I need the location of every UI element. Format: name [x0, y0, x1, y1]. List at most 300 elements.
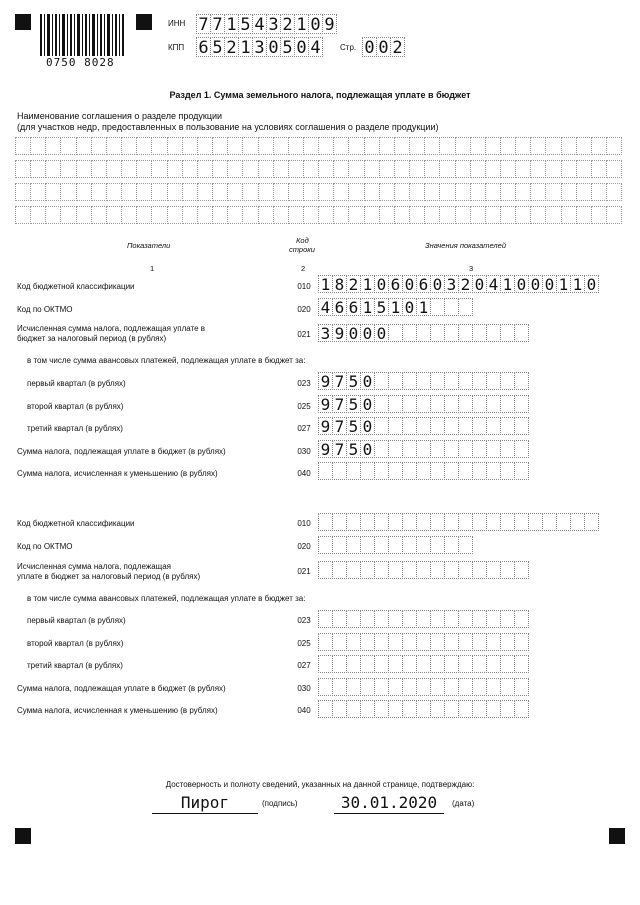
char-cell	[444, 395, 459, 413]
char-cell	[444, 440, 459, 458]
char-cell: 9	[318, 395, 333, 413]
char-cell: 1	[360, 275, 375, 293]
char-cell	[500, 372, 515, 390]
char-cell	[416, 513, 431, 531]
char-cell	[500, 513, 515, 531]
char-cell	[500, 633, 515, 651]
b1-q2-label: второй квартал (в рублях)	[27, 402, 124, 411]
char-cell: 5	[210, 37, 225, 57]
b2-reduce-cells[interactable]	[318, 700, 528, 718]
char-cell	[500, 561, 515, 579]
char-cell: 5	[238, 14, 253, 34]
col-number-2: 2	[301, 264, 306, 273]
char-cell: 1	[416, 298, 431, 316]
agreement-cell	[470, 137, 486, 155]
char-cell: 7	[210, 14, 225, 34]
agreement-cell	[515, 137, 531, 155]
b1-calc-cells[interactable]	[318, 324, 528, 342]
char-cell	[486, 462, 501, 480]
agreement-cell	[76, 183, 92, 201]
char-cell	[584, 513, 599, 531]
char-cell: 1	[570, 275, 585, 293]
char-cell: 0	[362, 37, 377, 57]
char-cell: 9	[322, 14, 337, 34]
char-cell	[360, 655, 375, 673]
char-cell	[444, 633, 459, 651]
char-cell	[444, 561, 459, 579]
char-cell: 9	[318, 372, 333, 390]
b1-reduce-cells[interactable]	[318, 462, 528, 480]
agreement-cell	[45, 160, 61, 178]
char-cell	[374, 655, 389, 673]
agreement-cell	[545, 183, 561, 201]
agreement-cell	[60, 183, 76, 201]
char-cell	[346, 536, 361, 554]
agreement-cell	[212, 137, 228, 155]
char-cell: 9	[318, 417, 333, 435]
b2-pay-label: Сумма налога, подлежащая уплате в бюджет (в рублях)	[17, 684, 226, 693]
b1-calc-label-1: Исчисленная сумма налога, подлежащая уплате в	[17, 324, 206, 333]
char-cell	[472, 655, 487, 673]
char-cell: 7	[332, 395, 347, 413]
corner-mark-top-left	[15, 14, 31, 30]
char-cell	[486, 513, 501, 531]
agreement-cell	[561, 160, 577, 178]
agreement-cell	[15, 183, 31, 201]
char-cell: 0	[308, 14, 323, 34]
char-cell	[318, 633, 333, 651]
agreement-cell	[333, 160, 349, 178]
char-cell	[444, 462, 459, 480]
b2-calc-label-2: уплате в бюджет за налоговый период (в рублях)	[17, 572, 201, 581]
char-cell	[500, 610, 515, 628]
char-cell	[416, 324, 431, 342]
agreement-cell	[364, 160, 380, 178]
b2-q1-label: первый квартал (в рублях)	[27, 616, 126, 625]
char-cell: 0	[402, 275, 417, 293]
agreement-cell	[182, 206, 198, 224]
agreement-cell	[76, 160, 92, 178]
char-cell	[332, 633, 347, 651]
signature-label: (подпись)	[262, 799, 298, 808]
b1-pay-label: Сумма налога, подлежащая уплате в бюджет (в рублях)	[17, 447, 226, 456]
agreement-cell	[485, 206, 501, 224]
char-cell	[374, 417, 389, 435]
inn-cells	[196, 14, 336, 34]
char-cell: 0	[430, 275, 445, 293]
agreement-cell	[545, 160, 561, 178]
b2-q1-cells[interactable]	[318, 610, 528, 628]
char-cell	[346, 633, 361, 651]
char-cell	[486, 372, 501, 390]
char-cell	[388, 655, 403, 673]
char-cell: 3	[444, 275, 459, 293]
agreement-cell	[91, 183, 107, 201]
b1-kbk-cells[interactable]	[318, 275, 598, 293]
b1-q3-cells[interactable]	[318, 417, 528, 435]
char-cell: 0	[376, 37, 391, 57]
char-cell	[402, 395, 417, 413]
char-cell	[360, 462, 375, 480]
agreement-label-1: Наименование соглашения о разделе продукции	[17, 111, 223, 121]
char-cell: 0	[374, 275, 389, 293]
char-cell	[500, 678, 515, 696]
char-cell: 3	[318, 324, 333, 342]
char-cell: 0	[266, 37, 281, 57]
b2-calc-cells[interactable]	[318, 561, 528, 579]
agreement-cell	[106, 206, 122, 224]
char-cell: 4	[252, 14, 267, 34]
char-cell: 7	[332, 440, 347, 458]
char-cell	[374, 536, 389, 554]
agreement-cell	[91, 137, 107, 155]
char-cell	[458, 324, 473, 342]
char-cell	[514, 610, 529, 628]
char-cell	[458, 655, 473, 673]
char-cell: 6	[388, 275, 403, 293]
agreement-cell	[576, 183, 592, 201]
agreement-cell	[561, 183, 577, 201]
agreement-cell	[227, 206, 243, 224]
agreement-cell	[273, 137, 289, 155]
char-cell	[318, 610, 333, 628]
char-cell	[458, 700, 473, 718]
agreement-cell	[364, 206, 380, 224]
char-cell	[332, 655, 347, 673]
char-cell	[458, 678, 473, 696]
char-cell: 8	[332, 275, 347, 293]
agreement-cell	[424, 137, 440, 155]
b2-kbk-cells[interactable]	[318, 513, 598, 531]
char-cell	[430, 440, 445, 458]
char-cell	[346, 610, 361, 628]
char-cell	[388, 678, 403, 696]
char-cell	[486, 440, 501, 458]
agreement-cell	[182, 137, 198, 155]
agreement-cell	[197, 183, 213, 201]
char-cell	[458, 561, 473, 579]
char-cell	[500, 700, 515, 718]
char-cell	[500, 395, 515, 413]
char-cell: 0	[294, 37, 309, 57]
agreement-cell	[591, 137, 607, 155]
agreement-cell	[561, 206, 577, 224]
agreement-cell	[364, 183, 380, 201]
date-label: (дата)	[452, 799, 475, 808]
char-cell	[486, 417, 501, 435]
agreement-cell	[455, 206, 471, 224]
char-cell	[458, 372, 473, 390]
agreement-cell	[439, 137, 455, 155]
b2-q3-label: третий квартал (в рублях)	[27, 661, 123, 670]
agreement-cell	[303, 183, 319, 201]
char-cell	[514, 513, 529, 531]
char-cell: 1	[500, 275, 515, 293]
agreement-cell	[515, 160, 531, 178]
date-value[interactable]: 30.01.2020	[334, 793, 444, 814]
agreement-cell	[288, 160, 304, 178]
char-cell	[514, 417, 529, 435]
agreement-cell	[515, 183, 531, 201]
char-cell	[458, 536, 473, 554]
agreement-cell	[500, 137, 516, 155]
agreement-cell	[30, 137, 46, 155]
agreement-cell	[470, 183, 486, 201]
char-cell	[402, 324, 417, 342]
char-cell	[514, 678, 529, 696]
agreement-cell	[151, 137, 167, 155]
char-cell	[430, 700, 445, 718]
char-cell	[472, 324, 487, 342]
char-cell	[430, 536, 445, 554]
b2-calc-label-1: Исчисленная сумма налога, подлежащая	[17, 562, 172, 571]
agreement-cell	[439, 183, 455, 201]
char-cell	[402, 678, 417, 696]
char-cell	[346, 700, 361, 718]
agreement-row-1[interactable]	[15, 137, 621, 155]
char-cell: 1	[238, 37, 253, 57]
char-cell: 3	[266, 14, 281, 34]
b2-oktmo-cells[interactable]	[318, 536, 472, 554]
char-cell	[416, 372, 431, 390]
char-cell: 6	[196, 37, 211, 57]
b1-pay-code: 030	[297, 447, 311, 456]
char-cell	[486, 561, 501, 579]
char-cell	[430, 395, 445, 413]
agreement-row-4[interactable]	[15, 206, 621, 224]
b2-pay-code: 030	[297, 684, 311, 693]
b2-q3-cells[interactable]	[318, 655, 528, 673]
b1-reduce-label: Сумма налога, исчисленная к уменьшению (в рублях)	[17, 469, 218, 478]
agreement-cell	[106, 160, 122, 178]
agreement-cell	[348, 137, 364, 155]
agreement-cell	[151, 160, 167, 178]
char-cell	[472, 440, 487, 458]
agreement-cell	[197, 206, 213, 224]
agreement-cell	[121, 137, 137, 155]
char-cell	[374, 372, 389, 390]
char-cell	[416, 633, 431, 651]
char-cell	[360, 561, 375, 579]
char-cell: 7	[196, 14, 211, 34]
agreement-cell	[212, 160, 228, 178]
char-cell	[458, 610, 473, 628]
agreement-cell	[530, 183, 546, 201]
agreement-cell	[591, 206, 607, 224]
b1-oktmo-code: 020	[297, 305, 311, 314]
char-cell: 4	[308, 37, 323, 57]
section-title: Раздел 1. Сумма земельного налога, подлежащая уплате в бюджет	[169, 90, 471, 100]
char-cell	[472, 372, 487, 390]
col-number-1: 1	[150, 264, 155, 273]
col-header-code-1: Код	[296, 236, 309, 245]
char-cell	[402, 700, 417, 718]
char-cell	[472, 395, 487, 413]
agreement-cell	[167, 183, 183, 201]
agreement-cell	[30, 183, 46, 201]
agreement-cell	[439, 206, 455, 224]
char-cell	[416, 655, 431, 673]
char-cell: 5	[346, 417, 361, 435]
char-cell: 9	[332, 324, 347, 342]
agreement-cell	[227, 137, 243, 155]
char-cell	[430, 513, 445, 531]
char-cell: 5	[346, 440, 361, 458]
page-label: Стр.	[340, 43, 357, 52]
char-cell	[360, 700, 375, 718]
char-cell	[486, 700, 501, 718]
char-cell	[360, 536, 375, 554]
b1-q1-label: первый квартал (в рублях)	[27, 379, 126, 388]
char-cell	[514, 655, 529, 673]
b1-oktmo-cells[interactable]	[318, 298, 472, 316]
char-cell	[430, 417, 445, 435]
char-cell: 5	[374, 298, 389, 316]
char-cell: 0	[542, 275, 557, 293]
agreement-cell	[182, 183, 198, 201]
signature-value[interactable]: Пирог	[152, 793, 258, 814]
agreement-cell	[500, 206, 516, 224]
confirm-text: Достоверность и полноту сведений, указанных на данной странице, подтверждаю:	[165, 780, 475, 789]
char-cell: 0	[360, 324, 375, 342]
agreement-cell	[455, 137, 471, 155]
b1-calc-label-2: бюджет за налоговый период (в рублях)	[17, 334, 167, 343]
char-cell	[486, 395, 501, 413]
agreement-cell	[394, 183, 410, 201]
agreement-cell	[136, 183, 152, 201]
agreement-cell	[136, 137, 152, 155]
b2-pay-cells[interactable]	[318, 678, 528, 696]
b2-q2-cells[interactable]	[318, 633, 528, 651]
agreement-cell	[242, 206, 258, 224]
char-cell	[360, 633, 375, 651]
char-cell: 6	[416, 275, 431, 293]
char-cell	[458, 462, 473, 480]
agreement-cell	[76, 206, 92, 224]
char-cell	[514, 372, 529, 390]
b2-oktmo-label: Код по ОКТМО	[17, 542, 73, 551]
b2-q2-code: 025	[297, 639, 311, 648]
char-cell: 0	[346, 324, 361, 342]
agreement-cell	[424, 160, 440, 178]
char-cell	[332, 561, 347, 579]
char-cell	[388, 372, 403, 390]
agreement-cell	[136, 160, 152, 178]
char-cell	[444, 513, 459, 531]
char-cell: 2	[346, 275, 361, 293]
agreement-cell	[197, 137, 213, 155]
char-cell	[416, 700, 431, 718]
agreement-cell	[606, 183, 622, 201]
agreement-cell	[485, 160, 501, 178]
agreement-cell	[121, 183, 137, 201]
agreement-cell	[576, 137, 592, 155]
agreement-cell	[455, 183, 471, 201]
char-cell	[514, 561, 529, 579]
agreement-cell	[136, 206, 152, 224]
char-cell	[472, 610, 487, 628]
agreement-cell	[258, 160, 274, 178]
agreement-cell	[455, 160, 471, 178]
corner-mark-top-right	[136, 14, 152, 30]
char-cell	[528, 513, 543, 531]
b1-q1-cells[interactable]	[318, 372, 528, 390]
barcode-number: 0750 8028	[46, 56, 115, 69]
char-cell: 7	[332, 372, 347, 390]
agreement-cell	[364, 137, 380, 155]
char-cell	[374, 700, 389, 718]
char-cell: 3	[252, 37, 267, 57]
agreement-cell	[348, 183, 364, 201]
char-cell	[402, 561, 417, 579]
agreement-cell	[470, 206, 486, 224]
agreement-cell	[409, 183, 425, 201]
kpp-label: КПП	[168, 43, 185, 52]
char-cell	[430, 324, 445, 342]
agreement-cell	[91, 160, 107, 178]
agreement-row-3[interactable]	[15, 183, 621, 201]
char-cell	[318, 700, 333, 718]
char-cell	[444, 610, 459, 628]
agreement-cell	[45, 137, 61, 155]
agreement-cell	[60, 206, 76, 224]
b1-q2-cells[interactable]	[318, 395, 528, 413]
char-cell	[374, 462, 389, 480]
agreement-cell	[167, 137, 183, 155]
agreement-cell	[576, 206, 592, 224]
char-cell	[416, 440, 431, 458]
agreement-cell	[60, 137, 76, 155]
char-cell	[486, 678, 501, 696]
col-header-code-2: строки	[289, 245, 315, 254]
char-cell: 5	[280, 37, 295, 57]
char-cell	[402, 462, 417, 480]
char-cell	[346, 462, 361, 480]
char-cell	[388, 633, 403, 651]
b2-kbk-code: 010	[297, 519, 311, 528]
agreement-cell	[409, 137, 425, 155]
char-cell	[388, 395, 403, 413]
char-cell	[430, 655, 445, 673]
char-cell	[472, 561, 487, 579]
char-cell	[486, 610, 501, 628]
char-cell	[430, 372, 445, 390]
b1-pay-cells[interactable]	[318, 440, 528, 458]
char-cell	[542, 513, 557, 531]
agreement-cell	[212, 206, 228, 224]
agreement-cell	[606, 160, 622, 178]
char-cell: 1	[360, 298, 375, 316]
char-cell	[388, 440, 403, 458]
char-cell	[402, 417, 417, 435]
char-cell	[374, 561, 389, 579]
agreement-row-2[interactable]	[15, 160, 621, 178]
char-cell: 0	[514, 275, 529, 293]
agreement-cell	[394, 206, 410, 224]
char-cell	[318, 536, 333, 554]
char-cell	[388, 462, 403, 480]
char-cell	[430, 633, 445, 651]
char-cell	[402, 633, 417, 651]
char-cell: 2	[224, 37, 239, 57]
b2-oktmo-code: 020	[297, 542, 311, 551]
char-cell: 7	[332, 417, 347, 435]
char-cell	[514, 700, 529, 718]
agreement-cell	[424, 183, 440, 201]
char-cell	[444, 324, 459, 342]
agreement-cell	[303, 160, 319, 178]
b1-q3-code: 027	[297, 424, 311, 433]
